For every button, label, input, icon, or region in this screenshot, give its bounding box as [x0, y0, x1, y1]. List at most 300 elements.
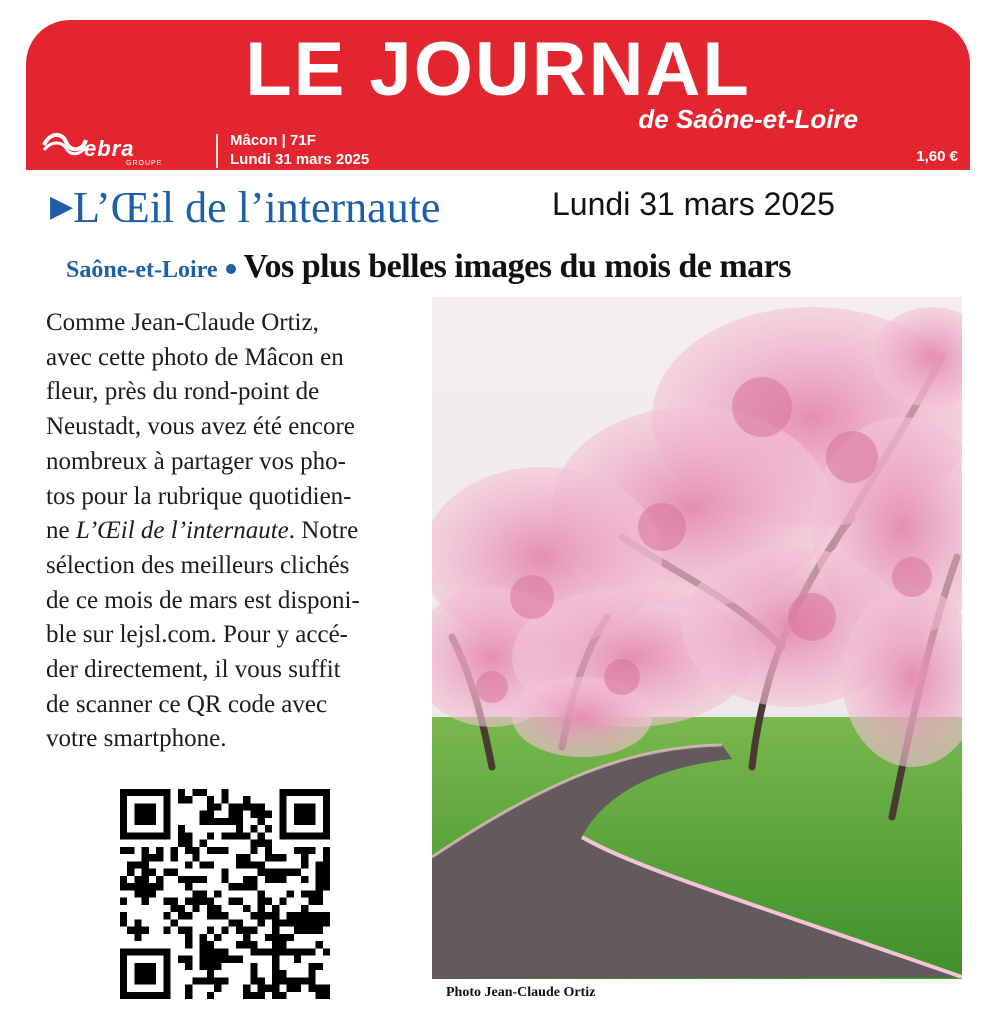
- qr-module: [250, 847, 257, 854]
- qr-module: [323, 847, 330, 854]
- article-line: avec cette photo de Mâcon en: [46, 343, 344, 371]
- qr-module: [265, 912, 272, 919]
- qr-module: [214, 934, 221, 941]
- qr-module: [120, 912, 127, 919]
- qr-module: [265, 898, 272, 905]
- qr-module: [236, 927, 243, 934]
- qr-module: [323, 861, 330, 868]
- qr-module: [236, 861, 243, 868]
- qr-module: [250, 963, 257, 970]
- qr-module: [236, 825, 243, 832]
- qr-module: [221, 927, 228, 934]
- qr-module: [250, 811, 257, 818]
- article-line: ble sur lejsl.com. Pour y accé-: [46, 621, 348, 649]
- qr-module: [294, 927, 301, 934]
- qr-module: [316, 890, 323, 897]
- qr-module: [250, 970, 257, 977]
- qr-module: [250, 977, 257, 984]
- article-line: votre smartphone.: [46, 725, 227, 753]
- qr-module: [265, 948, 272, 955]
- qr-module: [294, 948, 301, 955]
- qr-module: [301, 912, 308, 919]
- qr-module: [316, 869, 323, 876]
- qr-module: [207, 927, 214, 934]
- qr-module: [323, 912, 330, 919]
- blossom-photo: [432, 297, 962, 979]
- qr-module: [185, 861, 192, 868]
- qr-module: [272, 869, 279, 876]
- qr-module: [192, 898, 199, 905]
- qr-module: [243, 985, 250, 992]
- qr-module: [323, 919, 330, 926]
- qr-module: [192, 854, 199, 861]
- article-line-post: . Notre: [288, 517, 359, 545]
- qr-module: [127, 847, 134, 854]
- qr-module: [272, 985, 279, 992]
- qr-module: [149, 883, 156, 890]
- qr-module: [214, 912, 221, 919]
- qr-module: [323, 985, 330, 992]
- qr-module: [323, 869, 330, 876]
- qr-module: [308, 898, 315, 905]
- qr-module: [265, 934, 272, 941]
- qr-module: [250, 992, 257, 999]
- qr-module: [221, 948, 228, 955]
- qr-module: [229, 883, 236, 890]
- qr-module: [178, 840, 185, 847]
- article-line-pre: ne: [46, 517, 76, 545]
- qr-module: [171, 854, 178, 861]
- qr-module: [308, 963, 315, 970]
- qr-module: [221, 789, 228, 796]
- qr-module: [294, 869, 301, 876]
- qr-finder: [294, 803, 316, 825]
- qr-module: [178, 789, 185, 796]
- qr-module: [192, 789, 199, 796]
- qr-module: [200, 811, 207, 818]
- qr-module: [229, 898, 236, 905]
- qr-module: [156, 847, 163, 854]
- qr-module: [301, 948, 308, 955]
- qr-module: [207, 948, 214, 955]
- qr-module: [236, 941, 243, 948]
- qr-module: [243, 883, 250, 890]
- qr-module: [316, 898, 323, 905]
- qr-module: [258, 811, 265, 818]
- article-line: [46, 514, 426, 549]
- qr-module: [207, 803, 214, 810]
- qr-module: [316, 919, 323, 926]
- qr-module: [171, 919, 178, 926]
- qr-module: [308, 890, 315, 897]
- qr-module: [142, 883, 149, 890]
- qr-module: [185, 840, 192, 847]
- qr-module: [243, 927, 250, 934]
- qr-module: [221, 832, 228, 839]
- qr-module: [207, 847, 214, 854]
- qr-module: [294, 847, 301, 854]
- qr-module: [316, 941, 323, 948]
- qr-module: [250, 861, 257, 868]
- qr-module: [316, 876, 323, 883]
- masthead-date: Lundi 31 mars 2025: [230, 151, 370, 168]
- qr-module: [265, 869, 272, 876]
- qr-module: [279, 934, 286, 941]
- qr-module: [200, 890, 207, 897]
- masthead-location: Mâcon | 71F: [230, 132, 316, 149]
- qr-module: [207, 811, 214, 818]
- qr-module: [323, 883, 330, 890]
- qr-module: [221, 869, 228, 876]
- qr-module: [200, 934, 207, 941]
- qr-module: [272, 948, 279, 955]
- qr-module: [236, 854, 243, 861]
- qr-module: [134, 919, 141, 926]
- masthead-divider: [216, 134, 218, 168]
- qr-module: [279, 919, 286, 926]
- qr-module: [287, 985, 294, 992]
- qr-module: [142, 927, 149, 934]
- article-line: der directement, il vous suffit: [46, 656, 341, 684]
- qr-module: [185, 847, 192, 854]
- qr-module: [279, 992, 286, 999]
- qr-module: [120, 883, 127, 890]
- qr-module: [279, 970, 286, 977]
- qr-module: [178, 876, 185, 883]
- qr-module: [287, 869, 294, 876]
- qr-module: [287, 948, 294, 955]
- qr-module: [207, 818, 214, 825]
- headline-title: Vos plus belles images du mois de mars: [243, 248, 791, 285]
- rubric-heading: [50, 182, 440, 233]
- qr-module: [200, 948, 207, 955]
- qr-module: [185, 898, 192, 905]
- qr-module: [200, 861, 207, 868]
- qr-module: [258, 919, 265, 926]
- qr-module: [279, 876, 286, 883]
- qr-module: [236, 818, 243, 825]
- qr-module: [207, 912, 214, 919]
- qr-module: [142, 869, 149, 876]
- qr-module: [279, 977, 286, 984]
- qr-module: [207, 796, 214, 803]
- qr-module: [294, 985, 301, 992]
- qr-module: [214, 847, 221, 854]
- qr-module: [258, 985, 265, 992]
- qr-module: [287, 919, 294, 926]
- masthead-title: LE JOURNAL: [245, 27, 751, 112]
- qr-module: [134, 883, 141, 890]
- qr-module: [258, 912, 265, 919]
- qr-module: [185, 912, 192, 919]
- qr-module: [323, 992, 330, 999]
- qr-module: [287, 912, 294, 919]
- qr-module: [258, 818, 265, 825]
- qr-module: [323, 948, 330, 955]
- qr-module: [250, 941, 257, 948]
- qr-module: [272, 977, 279, 984]
- qr-module: [214, 818, 221, 825]
- qr-module: [221, 977, 228, 984]
- qr-module: [127, 927, 134, 934]
- qr-module: [316, 912, 323, 919]
- qr-module: [316, 883, 323, 890]
- qr-module: [149, 854, 156, 861]
- qr-module: [163, 927, 170, 934]
- qr-module: [120, 847, 127, 854]
- qr-module: [265, 847, 272, 854]
- qr-module: [192, 847, 199, 854]
- qr-module: [214, 890, 221, 897]
- photo-credit: Photo Jean-Claude Ortiz: [446, 985, 596, 1000]
- qr-module: [272, 905, 279, 912]
- qr-module: [207, 832, 214, 839]
- qr-module: [316, 992, 323, 999]
- qr-module: [229, 956, 236, 963]
- qr-module: [301, 977, 308, 984]
- qr-module: [243, 876, 250, 883]
- qr-module: [185, 992, 192, 999]
- qr-module: [258, 861, 265, 868]
- qr-module: [308, 927, 315, 934]
- ebra-logo-text: ebra: [84, 136, 135, 161]
- qr-module: [185, 927, 192, 934]
- qr-module: [279, 948, 286, 955]
- ebra-logo-sub: GROUPE: [126, 160, 163, 167]
- qr-module: [221, 847, 228, 854]
- qr-module: [258, 992, 265, 999]
- qr-module: [207, 861, 214, 868]
- qr-module: [301, 854, 308, 861]
- qr-module: [214, 956, 221, 963]
- qr-module: [192, 977, 199, 984]
- qr-module: [120, 876, 127, 883]
- qr-module: [250, 840, 257, 847]
- qr-module: [200, 963, 207, 970]
- article-line: sélection des meilleurs clichés: [46, 551, 350, 579]
- qr-finder: [134, 803, 156, 825]
- qr-module: [156, 876, 163, 883]
- qr-module: [258, 948, 265, 955]
- qr-module: [192, 890, 199, 897]
- qr-module: [279, 854, 286, 861]
- qr-module: [243, 796, 250, 803]
- qr-module: [163, 869, 170, 876]
- qr-module: [250, 912, 257, 919]
- qr-module: [308, 847, 315, 854]
- qr-module: [229, 919, 236, 926]
- masthead-price: 1,60 €: [916, 148, 958, 165]
- qr-module: [287, 977, 294, 984]
- qr-module: [120, 919, 127, 926]
- qr-module: [221, 912, 228, 919]
- qr-module: [308, 970, 315, 977]
- qr-module: [156, 883, 163, 890]
- qr-module: [272, 934, 279, 941]
- qr-module: [243, 934, 250, 941]
- qr-module: [200, 941, 207, 948]
- qr-module: [200, 977, 207, 984]
- qr-module: [127, 869, 134, 876]
- qr-module: [142, 898, 149, 905]
- qr-module: [185, 934, 192, 941]
- qr-module: [214, 963, 221, 970]
- blossom-photo-image: [432, 297, 962, 979]
- qr-code[interactable]: [120, 789, 330, 999]
- article-line: fleur, près du rond-point de: [46, 378, 320, 406]
- qr-module: [171, 905, 178, 912]
- qr-module: [171, 847, 178, 854]
- qr-module: [316, 927, 323, 934]
- qr-module: [272, 992, 279, 999]
- edition-date: Lundi 31 mars 2025: [552, 186, 835, 222]
- qr-module: [221, 818, 228, 825]
- qr-module: [229, 832, 236, 839]
- qr-module: [316, 861, 323, 868]
- qr-module: [265, 840, 272, 847]
- qr-module: [272, 876, 279, 883]
- qr-module: [243, 832, 250, 839]
- qr-module: [279, 941, 286, 948]
- qr-module: [272, 970, 279, 977]
- qr-module: [243, 992, 250, 999]
- qr-module: [200, 840, 207, 847]
- qr-module: [258, 869, 265, 876]
- qr-module: [250, 927, 257, 934]
- qr-module: [171, 869, 178, 876]
- qr-module: [207, 970, 214, 977]
- qr-module: [250, 825, 257, 832]
- qr-module: [142, 847, 149, 854]
- qr-module: [243, 941, 250, 948]
- qr-module: [178, 912, 185, 919]
- article-line: de ce mois de mars est disponi-: [46, 586, 360, 614]
- qr-module: [294, 919, 301, 926]
- qr-module: [301, 927, 308, 934]
- qr-module: [185, 956, 192, 963]
- qr-module: [236, 811, 243, 818]
- qr-module: [301, 890, 308, 897]
- article-headline: [66, 248, 791, 286]
- qr-module: [134, 861, 141, 868]
- qr-module: [200, 956, 207, 963]
- qr-module: [142, 854, 149, 861]
- qr-module: [236, 919, 243, 926]
- qr-module: [272, 912, 279, 919]
- article-line: de scanner ce QR code avec: [46, 690, 328, 718]
- qr-module: [221, 956, 228, 963]
- qr-module: [308, 919, 315, 926]
- qr-module: [294, 977, 301, 984]
- qr-module: [214, 985, 221, 992]
- qr-module: [192, 876, 199, 883]
- article-line: nombreux à partager vos pho-: [46, 447, 346, 475]
- qr-module: [178, 927, 185, 934]
- qr-module: [221, 876, 228, 883]
- qr-module: [250, 883, 257, 890]
- qr-module: [308, 912, 315, 919]
- article-body: [46, 306, 426, 757]
- qr-module: [279, 869, 286, 876]
- qr-module: [250, 803, 257, 810]
- qr-module: [185, 876, 192, 883]
- qr-module: [236, 803, 243, 810]
- qr-module: [207, 941, 214, 948]
- triangle-right-icon: ▶: [50, 190, 74, 223]
- qr-module: [178, 825, 185, 832]
- qr-module: [149, 869, 156, 876]
- qr-module: [142, 876, 149, 883]
- qr-module: [149, 890, 156, 897]
- ebra-logo: [40, 130, 200, 170]
- ebra-swirl-icon: [40, 130, 88, 160]
- qr-module: [243, 803, 250, 810]
- qr-module: [258, 898, 265, 905]
- qr-module: [265, 854, 272, 861]
- qr-module: [207, 956, 214, 963]
- qr-module: [214, 803, 221, 810]
- qr-module: [134, 934, 141, 941]
- masthead-subtitle: de Saône-et-Loire: [638, 104, 858, 134]
- qr-module: [272, 919, 279, 926]
- qr-module: [163, 898, 170, 905]
- qr-module: [265, 811, 272, 818]
- qr-module: [250, 876, 257, 883]
- qr-module: [207, 963, 214, 970]
- qr-module: [178, 832, 185, 839]
- qr-module: [301, 847, 308, 854]
- qr-module: [308, 985, 315, 992]
- qr-module: [200, 898, 207, 905]
- qr-module: [207, 977, 214, 984]
- qr-module: [178, 796, 185, 803]
- qr-module: [250, 948, 257, 955]
- qr-module: [316, 963, 323, 970]
- qr-module: [272, 941, 279, 948]
- qr-module: [178, 905, 185, 912]
- qr-module: [301, 905, 308, 912]
- qr-module: [243, 861, 250, 868]
- qr-module: [185, 963, 192, 970]
- qr-module: [258, 977, 265, 984]
- article-line: tos pour la rubrique quotidien-: [46, 482, 352, 510]
- qr-module: [156, 854, 163, 861]
- qr-module: [287, 890, 294, 897]
- qr-module: [265, 985, 272, 992]
- bullet-dot-icon: [226, 264, 236, 274]
- qr-module: [236, 883, 243, 890]
- qr-module: [207, 905, 214, 912]
- qr-finder: [134, 963, 156, 985]
- qr-module: [185, 985, 192, 992]
- qr-module: [120, 898, 127, 905]
- qr-module: [236, 832, 243, 839]
- qr-module: [185, 832, 192, 839]
- qr-module: [207, 898, 214, 905]
- qr-module: [272, 854, 279, 861]
- qr-module: [171, 898, 178, 905]
- qr-module: [236, 956, 243, 963]
- qr-module: [134, 890, 141, 897]
- qr-module: [214, 948, 221, 955]
- qr-module: [163, 912, 170, 919]
- qr-module: [287, 934, 294, 941]
- qr-module: [185, 941, 192, 948]
- qr-module: [127, 861, 134, 868]
- qr-module: [243, 854, 250, 861]
- qr-module: [134, 876, 141, 883]
- article-line: Comme Jean-Claude Ortiz,: [46, 309, 319, 336]
